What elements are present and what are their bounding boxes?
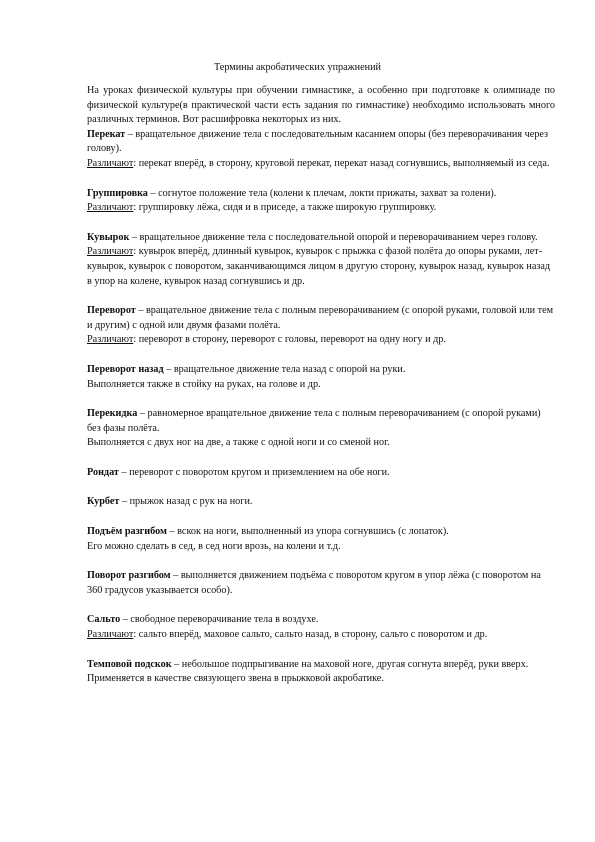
term-definition-text: – вращательное движение тела с последовательным касанием опоры (без переворачивания через голову). [87,128,549,155]
term-definition [87,569,555,598]
term-section [87,231,555,289]
term-definition [87,231,555,246]
term-definition [87,613,555,628]
term-note: Выполняется также в стойку на руках, на голове и др. [87,378,321,390]
term-definition-text: – вращательное движение тела с полным переворачиванием (с опорой руками, головой или тем и другим) с одной или двумя фазами полёта. [87,305,554,331]
term-definition-text: – небольшое подпрыгивание на маховой ноге, другая согнута вперёд, руки вверх. [171,658,529,670]
term-name: Группировка [87,187,148,199]
section-gap [87,172,555,187]
term-name: Рондат [87,466,119,478]
variants-text: : группировку лёжа, сидя и в приседе, а также широкую группировку. [133,202,437,214]
variants-label: Различают [87,334,134,346]
section-gap [87,216,555,231]
term-name: Переворот назад [87,363,164,375]
term-note: Выполняется с двух ног на две, а также с одной ноги и со сменой ног. [87,437,390,449]
term-variants [87,201,555,216]
term-name: Сальто [87,614,121,626]
document-body [87,84,555,687]
section-gap [87,554,555,569]
term-definition-text: – вращательное движение тела назад с опорой на руки. [163,363,406,375]
term-variants [87,628,555,643]
term-section [87,187,555,216]
term-section [87,569,555,598]
term-variants [87,333,555,348]
term-variants [87,245,555,289]
term-variants [87,157,555,172]
term-name: Перекат [87,128,126,140]
variants-label: Различают [87,157,134,169]
term-definition-text: – вскок на ноги, выполненный из упора согнувшись (с лопаток). [166,526,449,538]
section-gap [87,643,555,658]
term-section [87,128,555,172]
term-name: Кувырок [87,231,130,243]
variants-label: Различают [87,629,134,641]
term-section [87,613,555,642]
term-section [87,304,555,348]
intro-paragraph: На уроках физической культуры при обучении гимнастике, а особенно при подготовке к олимпиаде по физической культуре(в практической части есть задания по гимнастике) необходимо использовать много различных терминов. Вот расшифровка некоторых из них. [87,85,555,126]
variants-text: : кувырок вперёд, длинный кувырок, кувырок с прыжка с фазой полёта до опоры руками, лет-кувырок, кувырок с поворотом, заканчивающимся лицом в другую сторону, кувырок назад, кувырок назад в упор на колене, кувырок назад согнувшись и др. [87,246,551,287]
section-gap [87,451,555,466]
variants-text: : переворот в сторону, переворот с головы, переворот на одну ногу и др. [133,334,446,346]
term-definition [87,407,555,436]
term-definition [87,187,555,202]
term-definition-text: – согнутое положение тела (колени к плечам, локти прижаты, захват за голени). [147,187,497,199]
term-name: Перекидка [87,408,138,420]
term-section [87,495,555,510]
term-definition-text: – равномерное вращательное движение тела с полным переворачиванием (с опорой руками) без фазы полёта. [87,408,541,434]
term-definition [87,525,555,540]
term-definition [87,658,555,673]
section-gap [87,392,555,407]
document-title: Термины акробатических упражнений [213,62,382,73]
term-definition [87,128,555,157]
term-name: Переворот [87,305,136,317]
term-definition [87,304,555,333]
term-note: Его можно сделать в сед, в сед ноги врозь, на колени и т.д. [87,540,341,552]
term-section [87,525,555,554]
term-definition [87,495,555,510]
term-name: Курбет [87,496,120,508]
term-section [87,466,555,481]
term-definition-text: – прыжок назад с рук на ноги. [119,496,253,508]
section-gap [87,598,555,613]
term-definition [87,363,555,378]
term-note: Применяется в качестве связующего звена в прыжковой акробатике. [87,673,384,685]
term-section [87,658,555,687]
term-name: Подъём разгибом [87,526,167,538]
section-gap [87,510,555,525]
term-name: Поворот разгибом [87,570,171,582]
terms-list [87,128,555,687]
term-definition-text: – переворот с поворотом кругом и приземлением на обе ноги. [118,466,390,478]
term-definition-text: – свободное переворачивание тела в воздухе. [120,614,319,626]
section-gap [87,348,555,363]
variants-label: Различают [87,246,134,258]
term-definition-text: – вращательное движение тела с последовательной опорой и переворачиванием через голову. [129,231,538,243]
variants-text: : перекат вперёд, в сторону, круговой перекат, перекат назад согнувшись, выполняемый из седа. [133,157,550,169]
term-definition-text: – выполняется движением подъёма с поворотом кругом в упор лёжа (с поворотом на 360 градусов указывается особо). [87,570,541,596]
term-section [87,407,555,451]
variants-label: Различают [87,202,134,214]
section-gap [87,289,555,304]
term-name: Темповой подскок [87,658,172,670]
term-section [87,363,555,392]
term-definition [87,466,555,481]
variants-text: : сальто вперёд, маховое сальто, сальто назад, в сторону, сальто с поворотом и др. [133,629,488,641]
section-gap [87,480,555,495]
